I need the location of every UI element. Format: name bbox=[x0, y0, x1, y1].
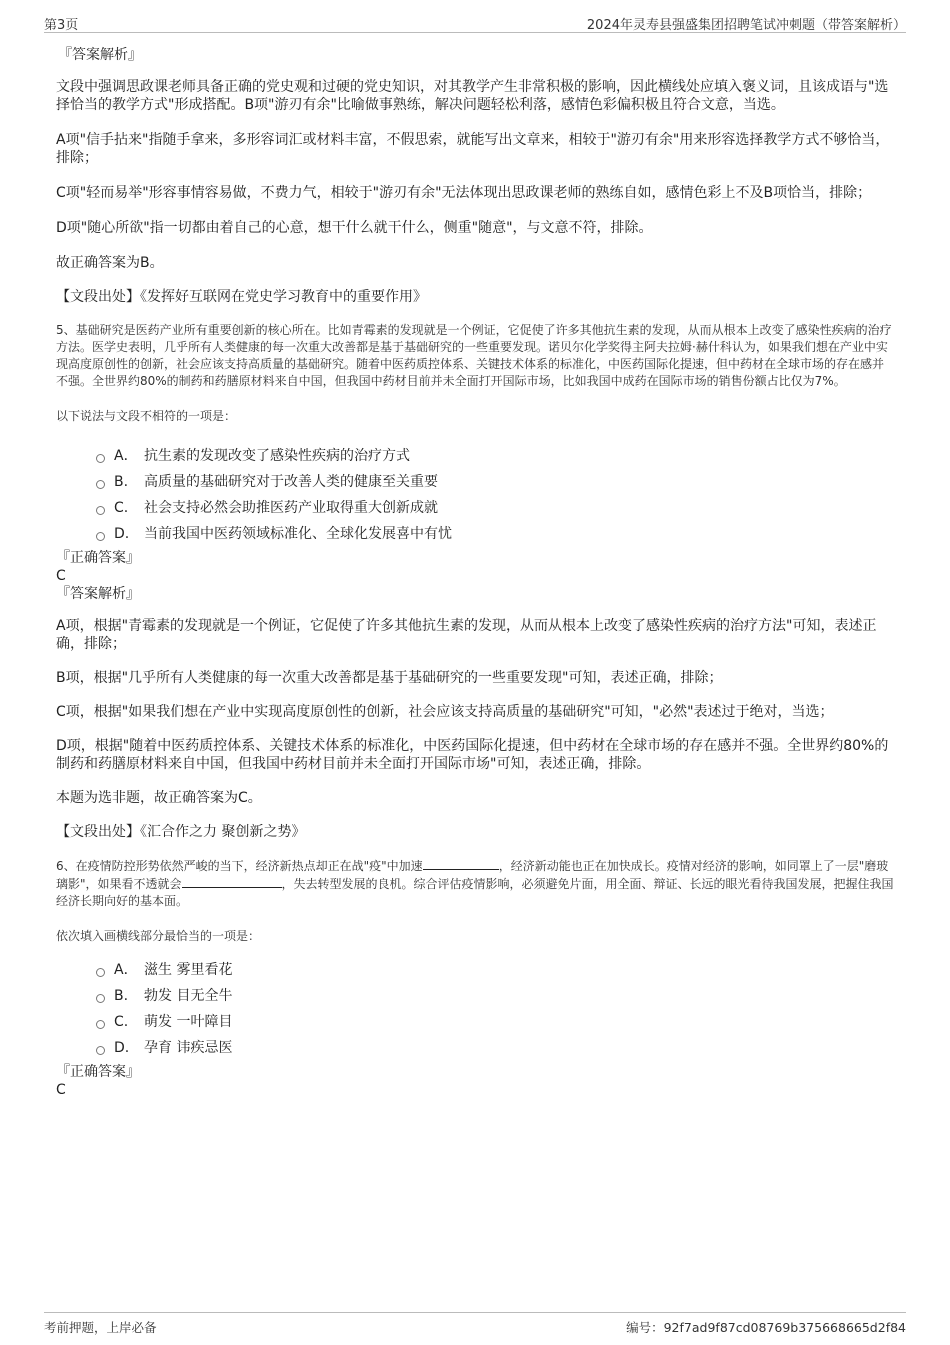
q5-prompt: 以下说法与文段不相符的一项是： bbox=[56, 409, 237, 423]
q5-analysis-para-1: A项，根据"青霉素的发现就是一个例证，它促使了许多其他抗生素的发现，从而从根本上改变了感染性疾病的治疗方法"可知，表述正确，排除； bbox=[56, 618, 877, 652]
radio-icon[interactable] bbox=[96, 1020, 105, 1029]
q5-analysis-tag: 『答案解析』 bbox=[56, 586, 140, 602]
q6-option-d[interactable]: D. 孕育 讳疾忌医 bbox=[96, 1035, 894, 1061]
q5-option-c[interactable]: C. 社会支持必然会助推医药产业取得重大创新成就 bbox=[96, 495, 894, 521]
q4-analysis-para-1: 文段中强调思政课老师具备正确的党史观和过硬的党史知识，对其教学产生非常积极的影响，因此横线处应填入褒义词，且该成语与"选择恰当的教学方式"形成搭配。B项"游刃有余"比喻做事熟练，解决问题轻松利落，感情色彩偏积极且符合文意，当选。 bbox=[56, 79, 889, 113]
q6-option-a[interactable]: A． 滋生 雾里看花 bbox=[96, 957, 894, 983]
q5-option-d[interactable]: D. 当前我国中医药领域标准化、全球化发展喜中有忧 bbox=[96, 521, 894, 547]
radio-icon[interactable] bbox=[96, 1046, 105, 1055]
page-content bbox=[56, 46, 894, 1099]
q5-options bbox=[96, 443, 894, 547]
footer-slogan: 考前押题，上岸必备 bbox=[44, 1320, 157, 1335]
page-footer bbox=[44, 1312, 906, 1339]
q4-analysis-para-2: A项"信手拈来"指随手拿来，多形容词汇或材料丰富，不假思索，就能写出文章来，相较于"游刃有余"用来形容选择教学方式不够恰当，排除； bbox=[56, 132, 890, 166]
q6-stem: 6、在疫情防控形势依然严峻的当下，经济新热点却正在战"疫"中加速 ，经济新动能也正在加快成长。疫情对经济的影响，如同罩上了一层"磨玻璃影"，如果看不透就会 ，失去转型发展的良机。综合评估疫情影响，必须避免片面，用全面、辩证、长远的眼光看待我国发展，把握住我国经济长期向好的基本面。 bbox=[56, 859, 894, 908]
document-title: 2024年灵寿县强盛集团招聘笔试冲刺题（带答案解析） bbox=[586, 18, 906, 33]
q5-answer: C bbox=[56, 568, 66, 584]
q4-analysis-tag: 『答案解析』 bbox=[58, 47, 142, 63]
q5-answer-tag: 『正确答案』 bbox=[56, 550, 140, 566]
q4-analysis-para-3: C项"轻而易举"形容事情容易做，不费力气，相较于"游刃有余"无法体现出思政课老师的熟练自如，感情色彩上不及B项恰当，排除； bbox=[56, 185, 872, 201]
q4-source: 【文段出处】《发挥好互联网在党史学习教育中的重要作用》 bbox=[56, 289, 427, 305]
q6-answer: C bbox=[56, 1082, 66, 1098]
page-header bbox=[44, 14, 906, 33]
q5-stem: 5、基础研究是医药产业所有重要创新的核心所在。比如青霉素的发现就是一个例证，它促使了许多其他抗生素的发现，从而从根本上改变了感染性疾病的治疗方法。医学史表明，几乎所有人类健康的每一次重大改善都是基于基础研究的一些重要发现。诺贝尔化学奖得主阿夫拉姆·赫什科认为，如果我们想在产业中实现高度原创性的创新，社会应该支持高质量的基础研究。随着中医药质控体系、关键技术体系的标准化，中医药国际化提速，但中药材在全球市场的存在感并不强。全世界约80%的制药和药膳原材料来自中国，但我国中药材目前并未全面打开国际市场，比如我国中成药在国际市场的销售份额占比仅为7%。 bbox=[56, 323, 892, 388]
radio-icon[interactable] bbox=[96, 968, 105, 977]
q5-answer-statement: 本题为选非题，故正确答案为C。 bbox=[56, 790, 262, 806]
q6-prompt: 依次填入画横线部分最恰当的一项是： bbox=[56, 929, 261, 943]
q6-answer-tag: 『正确答案』 bbox=[56, 1064, 140, 1080]
page-number: 第3页 bbox=[44, 18, 79, 33]
q5-option-a[interactable]: A． 抗生素的发现改变了感染性疾病的治疗方式 bbox=[96, 443, 894, 469]
q5-option-b[interactable]: B. 高质量的基础研究对于改善人类的健康至关重要 bbox=[96, 469, 894, 495]
footer-code: 编号：92f7ad9f87cd08769b375668665d2f84 bbox=[626, 1320, 906, 1335]
q4-answer-statement: 故正确答案为B。 bbox=[56, 255, 164, 271]
radio-icon[interactable] bbox=[96, 506, 105, 515]
radio-icon[interactable] bbox=[96, 480, 105, 489]
q5-source: 【文段出处】《汇合作之力 聚创新之势》 bbox=[56, 824, 306, 840]
q5-analysis-para-2: B项，根据"几乎所有人类健康的每一次重大改善都是基于基础研究的一些重要发现"可知，表述正确，排除； bbox=[56, 670, 723, 686]
q6-option-b[interactable]: B. 勃发 目无全牛 bbox=[96, 983, 894, 1009]
radio-icon[interactable] bbox=[96, 994, 105, 1003]
radio-icon[interactable] bbox=[96, 532, 105, 541]
q6-option-c[interactable]: C. 萌发 一叶障目 bbox=[96, 1009, 894, 1035]
q6-options bbox=[96, 957, 894, 1061]
q4-analysis-para-4: D项"随心所欲"指一切都由着自己的心意，想干什么就干什么，侧重"随意"，与文意不符，排除。 bbox=[56, 220, 653, 236]
q5-analysis-para-4: D项，根据"随着中医药质控体系、关键技术体系的标准化，中医药国际化提速，但中药材在全球市场的存在感并不强。全世界约80%的制药和药膳原材料来自中国，但我国中药材目前并未全面打开国际市场"可知，表述正确，排除。 bbox=[56, 738, 889, 772]
q5-analysis-para-3: C项，根据"如果我们想在产业中实现高度原创性的创新，社会应该支持高质量的基础研究"可知，"必然"表述过于绝对，当选； bbox=[56, 704, 834, 720]
q6-blank-2 bbox=[182, 875, 282, 888]
radio-icon[interactable] bbox=[96, 454, 105, 463]
q6-blank-1 bbox=[423, 857, 499, 870]
